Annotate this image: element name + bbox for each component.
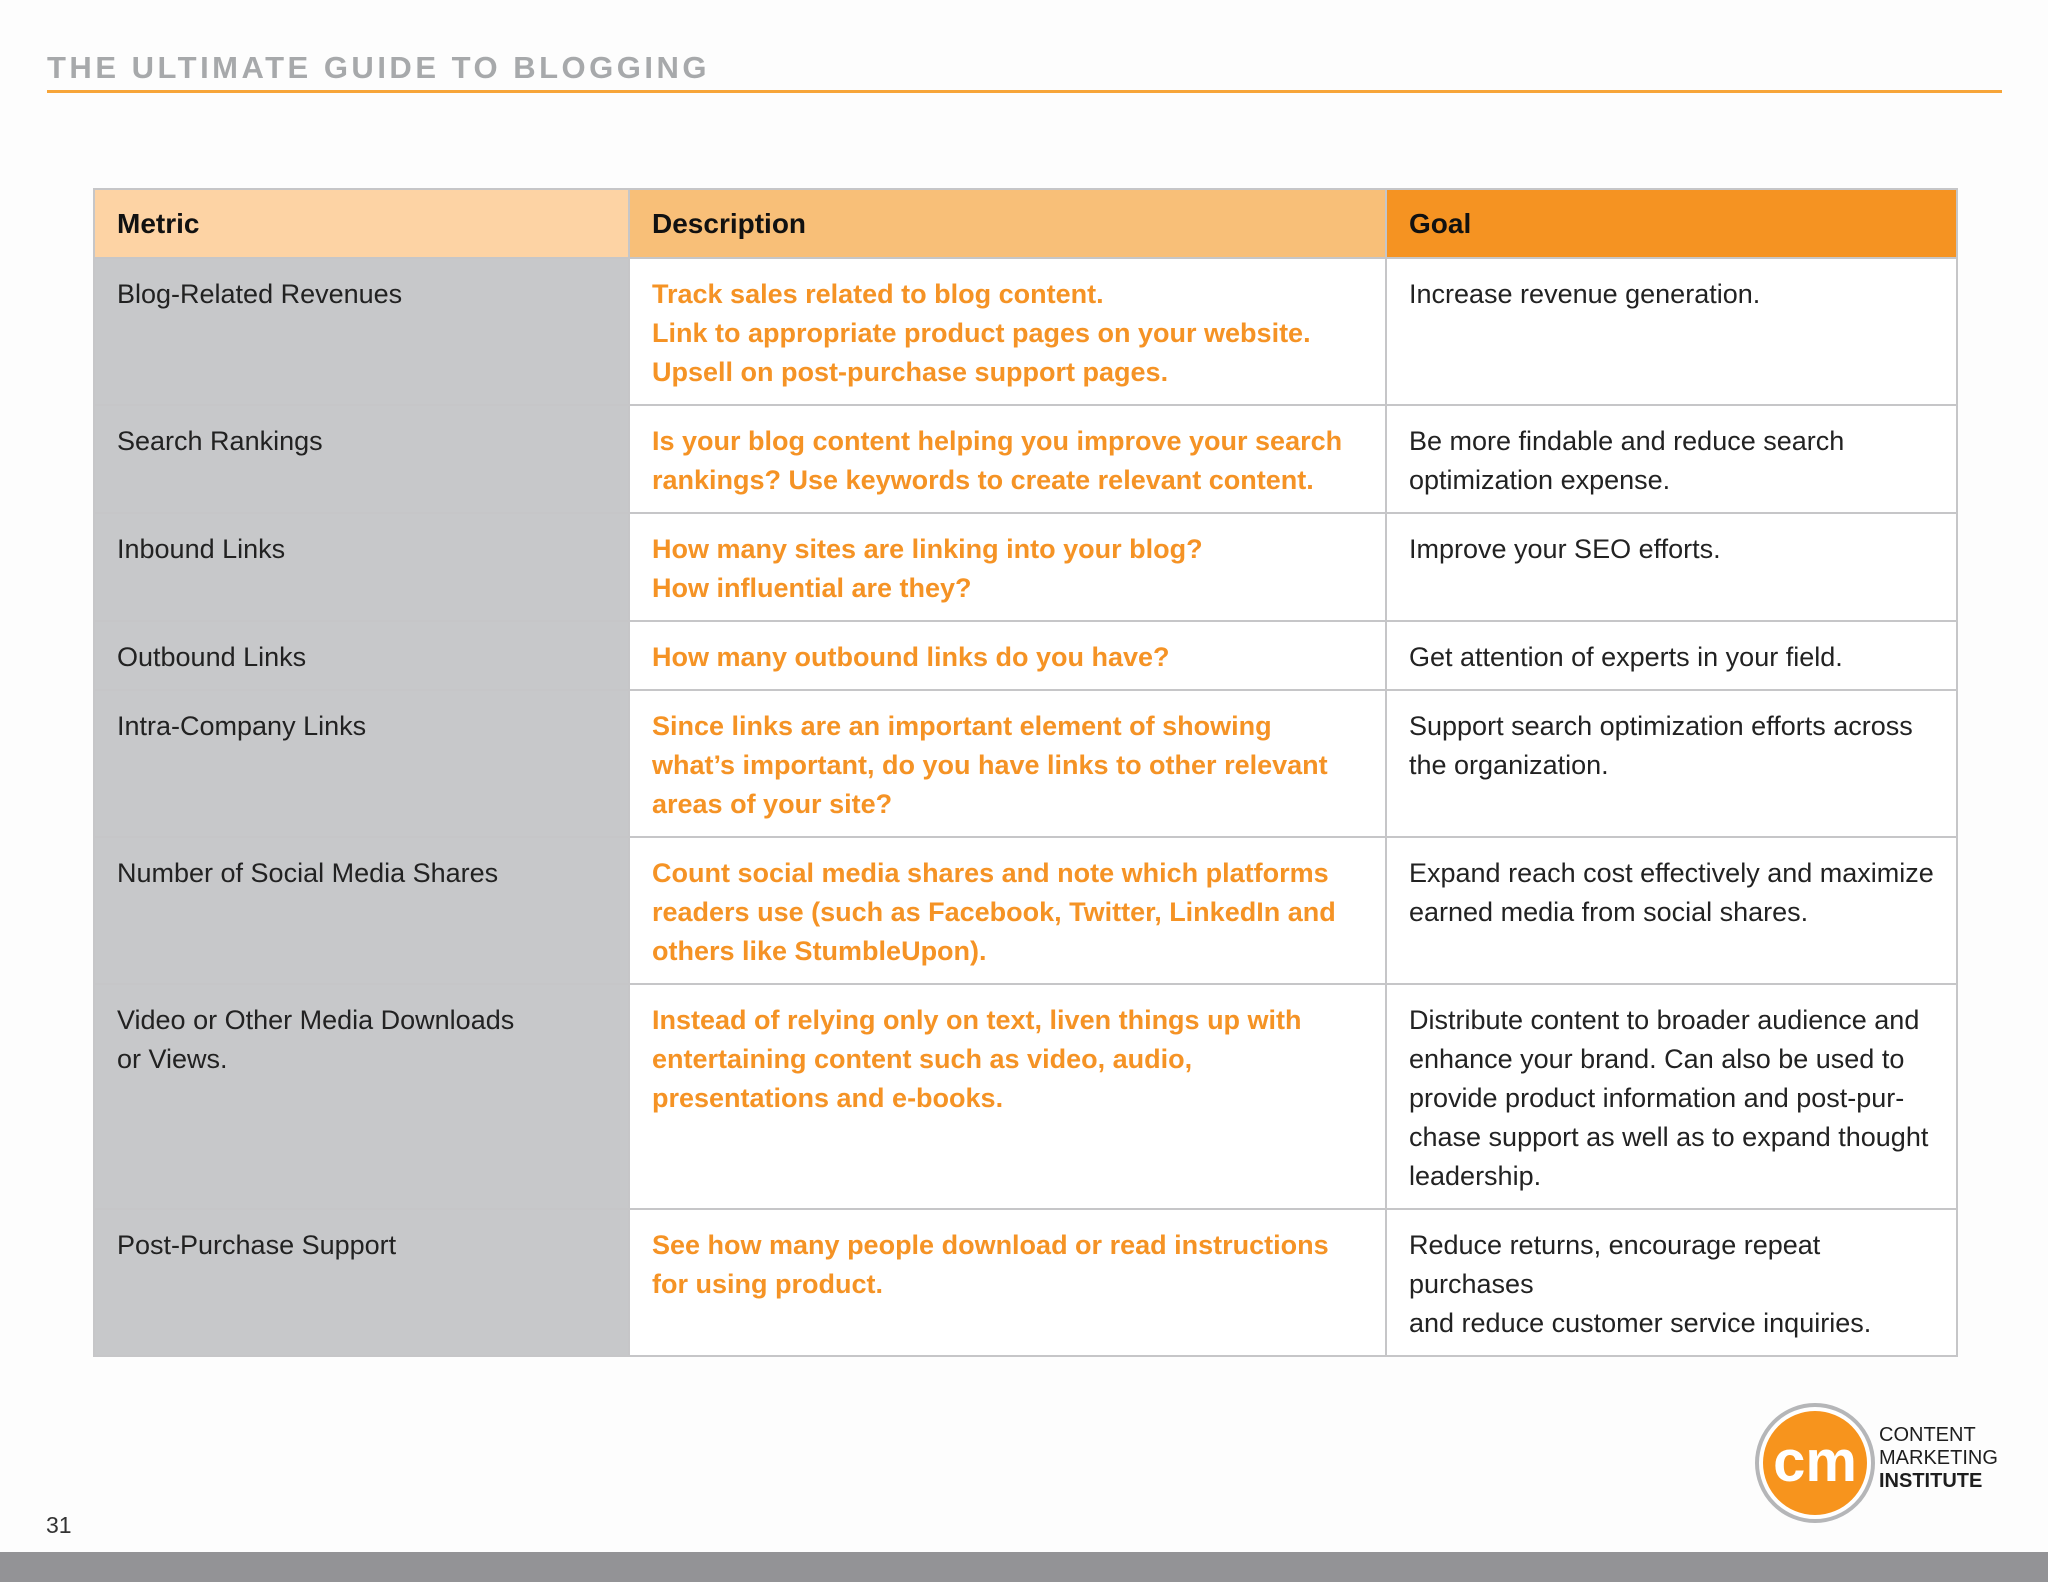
description-cell-line: entertaining content such as video, audio, [652, 1044, 1193, 1074]
goal-cell-line: Get attention of experts in your field. [1409, 642, 1843, 672]
metric-cell-line: Inbound Links [117, 534, 286, 564]
metric-cell [94, 513, 629, 621]
description-cell-line: Upsell on post-purchase support pages. [652, 357, 1169, 387]
table-row [94, 1209, 1957, 1356]
description-cell-line: presentations and e-books. [652, 1083, 1004, 1113]
goal-cell-line: and reduce customer service inquiries. [1409, 1308, 1872, 1338]
metric-cell-line: Search Rankings [117, 426, 323, 456]
description-cell [629, 1209, 1386, 1356]
description-cell [629, 837, 1386, 984]
goal-cell-line: Increase revenue generation. [1409, 279, 1761, 309]
description-cell-line: Since links are an important element of showing [652, 711, 1272, 741]
metric-cell [94, 621, 629, 690]
metrics-table [93, 188, 1958, 1357]
table-row [94, 258, 1957, 405]
page-header-title: THE ULTIMATE GUIDE TO BLOGGING [47, 50, 710, 85]
description-cell [629, 621, 1386, 690]
goal-cell-line: Reduce returns, encourage repeat purchases [1409, 1230, 1821, 1299]
goal-cell-line: the organization. [1409, 750, 1609, 780]
description-cell [629, 258, 1386, 405]
goal-cell-line: Be more findable and reduce search [1409, 426, 1845, 456]
description-cell-line: for using product. [652, 1269, 883, 1299]
description-cell-line: Instead of relying only on text, liven things up with [652, 1005, 1302, 1035]
column-header-description: Description [629, 189, 1386, 258]
cmi-logo-wordmark [1879, 1424, 1998, 1493]
goal-cell-line: Expand reach cost effectively and maximize [1409, 858, 1934, 888]
metric-cell-line: Number of Social Media Shares [117, 858, 499, 888]
table-row [94, 690, 1957, 837]
goal-cell-line: enhance your brand. Can also be used to [1409, 1044, 1905, 1074]
goal-cell [1386, 984, 1957, 1209]
description-cell-line: others like StumbleUpon). [652, 936, 987, 966]
goal-cell [1386, 621, 1957, 690]
goal-cell-line: chase support as well as to expand thought [1409, 1122, 1929, 1152]
description-cell-line: Count social media shares and note which platforms [652, 858, 1329, 888]
description-cell-line: rankings? Use keywords to create relevant content. [652, 465, 1314, 495]
goal-cell-line: optimization expense. [1409, 465, 1671, 495]
metrics-table-container [93, 188, 1956, 1357]
goal-cell-line: provide product information and post-pur- [1409, 1083, 1905, 1113]
table-row [94, 984, 1957, 1209]
metric-cell-line: Intra-Company Links [117, 711, 367, 741]
description-cell-line: Is your blog content helping you improve your search [652, 426, 1343, 456]
table-row [94, 405, 1957, 513]
description-cell [629, 690, 1386, 837]
goal-cell-line: Support search optimization efforts across [1409, 711, 1913, 741]
goal-cell-line: Distribute content to broader audience and [1409, 1005, 1920, 1035]
logo-line-content: CONTENT [1879, 1424, 1976, 1446]
metric-cell-line: Outbound Links [117, 642, 307, 672]
description-cell-line: Track sales related to blog content. [652, 279, 1104, 309]
metric-cell-line: or Views. [117, 1044, 228, 1074]
description-cell [629, 984, 1386, 1209]
goal-cell [1386, 690, 1957, 837]
metric-cell-line: Video or Other Media Downloads [117, 1005, 515, 1035]
metric-cell-line: Blog-Related Revenues [117, 279, 403, 309]
description-cell-line: areas of your site? [652, 789, 893, 819]
description-cell-line: readers use (such as Facebook, Twitter, LinkedIn and [652, 897, 1336, 927]
goal-cell [1386, 513, 1957, 621]
goal-cell [1386, 1209, 1957, 1356]
cmi-logo-mark [1755, 1403, 1875, 1523]
table-row [94, 513, 1957, 621]
description-cell-line: How many outbound links do you have? [652, 642, 1170, 672]
goal-cell-line: Improve your SEO efforts. [1409, 534, 1721, 564]
table-header-row [94, 189, 1957, 258]
description-cell-line: what’s important, do you have links to other relevant [652, 750, 1328, 780]
logo-line-institute: INSTITUTE [1879, 1470, 1983, 1492]
footer-bar [0, 1552, 2048, 1582]
goal-cell [1386, 837, 1957, 984]
goal-cell-line: leadership. [1409, 1161, 1542, 1191]
page-number: 31 [46, 1512, 72, 1538]
goal-cell [1386, 258, 1957, 405]
goal-cell [1386, 405, 1957, 513]
description-cell-line: How influential are they? [652, 573, 972, 603]
description-cell-line: See how many people download or read instructions [652, 1230, 1329, 1260]
metric-cell [94, 837, 629, 984]
metric-cell [94, 690, 629, 837]
header-rule [47, 90, 2002, 93]
cm-logo-letters: cm [1773, 1433, 1857, 1493]
description-cell-line: Link to appropriate product pages on your website. [652, 318, 1311, 348]
description-cell-line: How many sites are linking into your blog? [652, 534, 1203, 564]
goal-cell-line: earned media from social shares. [1409, 897, 1809, 927]
cm-logo-glyph [1769, 1433, 1861, 1493]
metric-cell [94, 1209, 629, 1356]
description-cell [629, 405, 1386, 513]
metric-cell [94, 258, 629, 405]
metric-cell-line: Post-Purchase Support [117, 1230, 397, 1260]
logo-line-marketing: MARKETING [1879, 1447, 1998, 1469]
cmi-logo-inner [1763, 1411, 1867, 1515]
table-row [94, 837, 1957, 984]
table-body [94, 258, 1957, 1356]
metric-cell [94, 405, 629, 513]
table-row [94, 621, 1957, 690]
column-header-metric: Metric [94, 189, 629, 258]
metric-cell [94, 984, 629, 1209]
column-header-goal: Goal [1386, 189, 1957, 258]
description-cell [629, 513, 1386, 621]
